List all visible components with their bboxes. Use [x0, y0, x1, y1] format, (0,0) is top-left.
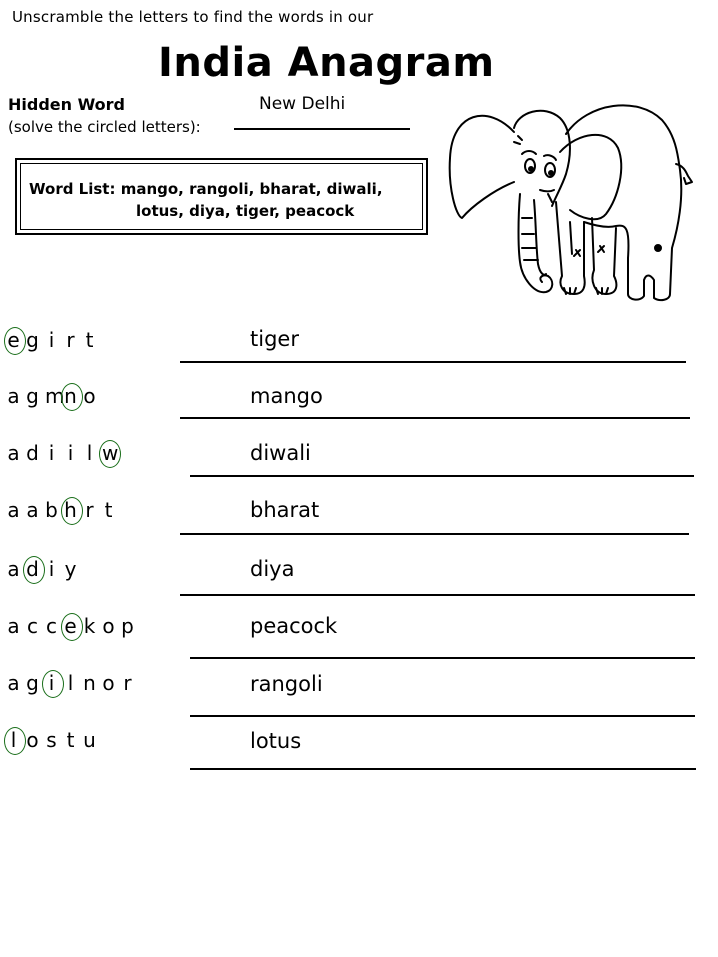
scrambled-letters: [7, 670, 140, 696]
letter: o: [102, 614, 115, 638]
word-list-line-1: Word List: mango, rangoli, bharat, diwali,: [29, 180, 383, 198]
letter: o: [102, 671, 115, 695]
letter: t: [104, 498, 113, 522]
answer-line: [180, 594, 695, 596]
letter: t: [66, 728, 75, 752]
letter: i: [48, 441, 55, 465]
letter: i: [67, 441, 74, 465]
answer-line: [180, 361, 686, 363]
answer-line: [190, 657, 695, 659]
letter: t: [85, 328, 94, 352]
answer-word: diwali: [250, 441, 311, 465]
scrambled-letters: [7, 440, 121, 466]
answer-word: diya: [250, 557, 295, 581]
solve-instruction: (solve the circled letters):: [8, 118, 201, 136]
letter: a: [7, 671, 20, 695]
letter: d: [26, 441, 39, 465]
letter: g: [26, 384, 39, 408]
letter: a: [7, 384, 20, 408]
answer-word: tiger: [250, 327, 299, 351]
scrambled-letters: [7, 383, 102, 409]
scrambled-letters: [7, 556, 83, 582]
circled-letter: e: [7, 328, 20, 352]
letter: o: [26, 728, 39, 752]
page-title: India Anagram: [158, 40, 495, 86]
letter: s: [46, 728, 57, 752]
letter: a: [7, 498, 20, 522]
answer-word: rangoli: [250, 672, 323, 696]
hidden-word-answer: New Delhi: [259, 94, 346, 114]
letter: c: [27, 614, 38, 638]
letter: i: [48, 328, 55, 352]
letter: r: [123, 671, 132, 695]
letter: p: [121, 614, 134, 638]
letter: b: [45, 498, 58, 522]
letter: m: [45, 384, 65, 408]
answer-line: [180, 533, 689, 535]
answer-line: [190, 768, 696, 770]
letter: u: [83, 728, 96, 752]
letter: a: [7, 441, 20, 465]
scrambled-letters: [7, 613, 140, 639]
answer-word: peacock: [250, 614, 338, 638]
hidden-word-answer-line: [234, 128, 410, 130]
circled-letter: w: [102, 441, 119, 465]
circled-letter: n: [64, 384, 77, 408]
letter: y: [64, 557, 77, 581]
letter: n: [83, 671, 96, 695]
answer-line: [190, 475, 694, 477]
answer-line: [190, 715, 695, 717]
letter: r: [85, 498, 94, 522]
letter: i: [48, 557, 55, 581]
letter: a: [7, 557, 20, 581]
letter: l: [67, 671, 74, 695]
scrambled-letters: [7, 497, 121, 523]
circled-letter: d: [26, 557, 39, 581]
answer-word: mango: [250, 384, 323, 408]
instruction-text: Unscramble the letters to find the words in our: [12, 8, 374, 26]
letter: a: [26, 498, 39, 522]
hidden-word-label: Hidden Word: [8, 95, 126, 114]
answer-word: bharat: [250, 498, 320, 522]
circled-letter: l: [7, 727, 20, 753]
letter: a: [7, 614, 20, 638]
letter: r: [66, 328, 75, 352]
letter: l: [86, 441, 93, 465]
circled-letter: h: [64, 498, 77, 522]
answer-word: lotus: [250, 729, 302, 753]
letter: c: [46, 614, 57, 638]
letter: g: [26, 328, 39, 352]
letter: g: [26, 671, 39, 695]
letter: o: [83, 384, 96, 408]
scrambled-letters: [7, 727, 102, 753]
word-list-line-2: lotus, diya, tiger, peacock: [136, 202, 355, 220]
answer-line: [180, 417, 690, 419]
elephant-icon: [448, 98, 706, 306]
circled-letter: i: [45, 670, 58, 696]
scrambled-letters: [7, 327, 102, 353]
circled-letter: e: [64, 614, 77, 638]
letter: k: [83, 614, 96, 638]
